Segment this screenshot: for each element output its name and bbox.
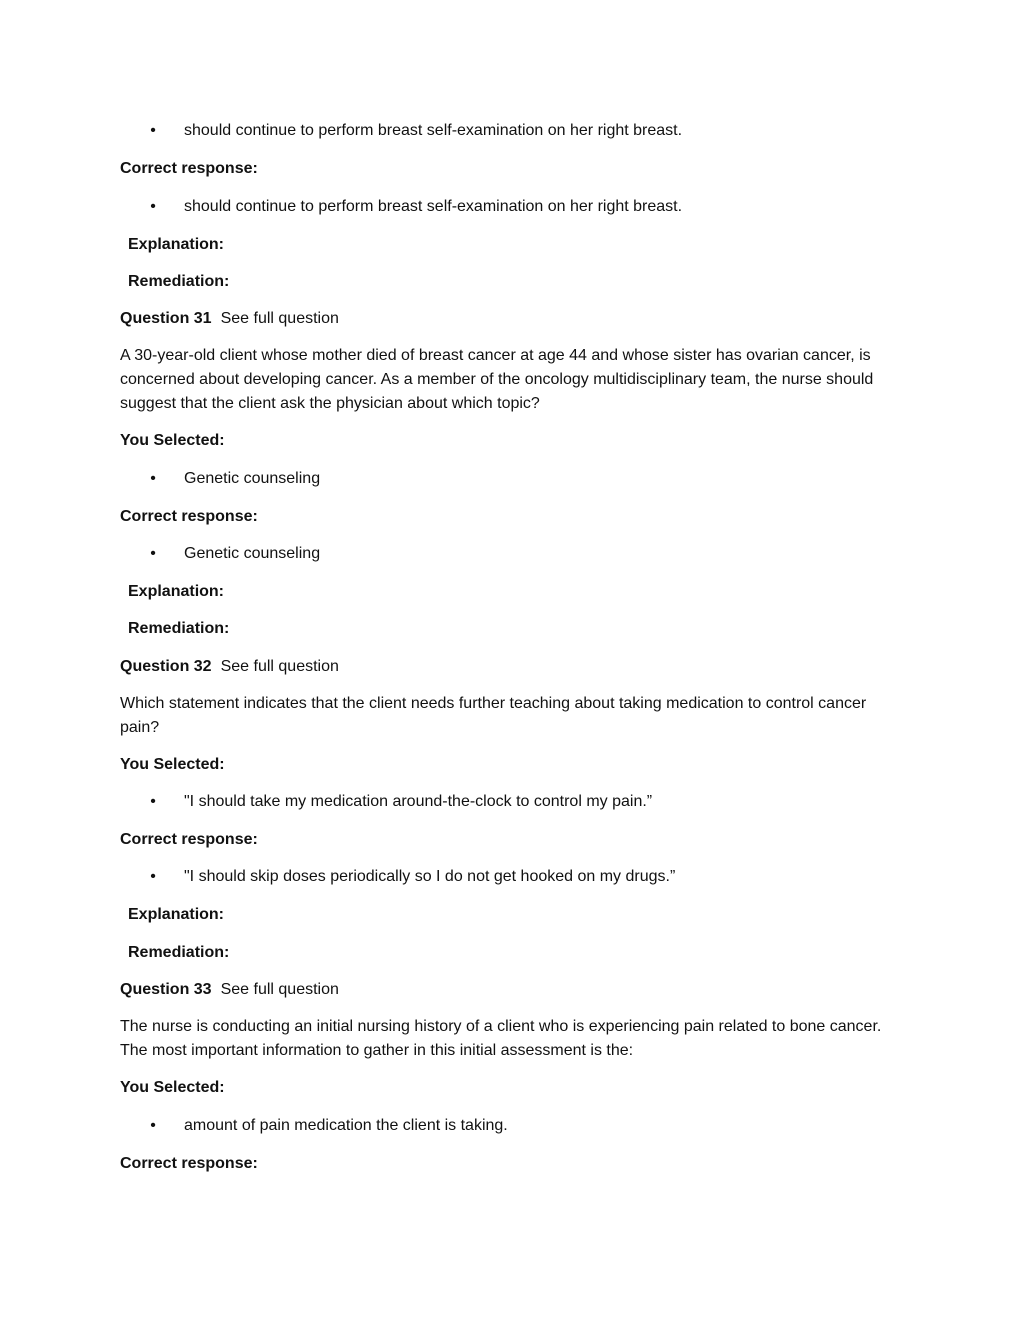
see-full-question-link[interactable]: See full question bbox=[220, 658, 339, 675]
correct-answer: Genetic counseling bbox=[184, 545, 321, 562]
question-number: Question 33 bbox=[120, 981, 212, 998]
question-text: Which statement indicates that the client needs further teaching about taking medication to control cancer pain? bbox=[120, 695, 867, 736]
explanation-label: Explanation: bbox=[128, 583, 225, 600]
correct-response-label: Correct response: bbox=[120, 508, 258, 525]
question-header bbox=[120, 978, 890, 1002]
question-number: Question 32 bbox=[120, 658, 212, 675]
question-header bbox=[120, 307, 890, 331]
see-full-question-link[interactable]: See full question bbox=[220, 310, 339, 327]
correct-response-label: Correct response: bbox=[120, 160, 258, 177]
question-number: Question 31 bbox=[120, 310, 212, 327]
you-selected-label: You Selected: bbox=[120, 1079, 225, 1096]
selected-answer: amount of pain medication the client is taking. bbox=[184, 1117, 508, 1134]
correct-answer: "I should skip doses periodically so I do not get hooked on my drugs.” bbox=[184, 868, 676, 885]
question-text: A 30-year-old client whose mother died of breast cancer at age 44 and whose sister has ovarian cancer, is concerned about developing cancer. As a member of the oncology multidisciplinary team, the nurse should suggest that the client ask the physician about which topic? bbox=[120, 347, 874, 412]
correct-response-label: Correct response: bbox=[120, 1155, 258, 1172]
question-text: The nurse is conducting an initial nursing history of a client who is experiencing pain related to bone cancer. The most important information to gather in this initial assessment is the: bbox=[120, 1018, 882, 1059]
bullet-icon: • bbox=[150, 470, 156, 487]
selected-answer: "I should take my medication around-the-clock to control my pain.” bbox=[184, 793, 653, 810]
remediation-label: Remediation: bbox=[128, 620, 230, 637]
answer-text: should continue to perform breast self-examination on her right breast. bbox=[184, 198, 683, 215]
bullet-icon: • bbox=[150, 122, 156, 139]
bullet-icon: • bbox=[150, 545, 156, 562]
bullet-icon: • bbox=[150, 793, 156, 810]
answer-text: should continue to perform breast self-examination on her right breast. bbox=[184, 122, 683, 139]
selected-answer: Genetic counseling bbox=[184, 470, 321, 487]
see-full-question-link[interactable]: See full question bbox=[220, 981, 339, 998]
bullet-icon: • bbox=[150, 868, 156, 885]
correct-response-label: Correct response: bbox=[120, 831, 258, 848]
you-selected-label: You Selected: bbox=[120, 432, 225, 449]
question-header bbox=[120, 655, 890, 679]
explanation-label: Explanation: bbox=[128, 236, 225, 253]
bullet-icon: • bbox=[150, 1117, 156, 1134]
remediation-label: Remediation: bbox=[128, 944, 230, 961]
you-selected-label: You Selected: bbox=[120, 756, 225, 773]
explanation-label: Explanation: bbox=[128, 906, 225, 923]
remediation-label: Remediation: bbox=[128, 273, 230, 290]
bullet-icon: • bbox=[150, 198, 156, 215]
